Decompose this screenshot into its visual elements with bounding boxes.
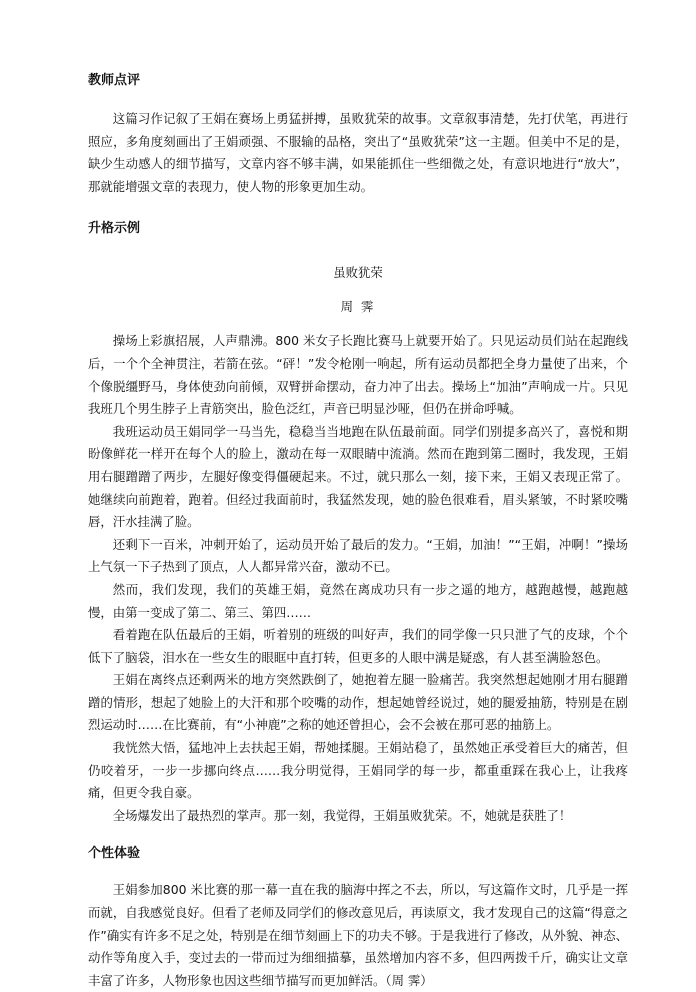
section-heading-review: 教师点评 xyxy=(88,73,141,88)
essay-body xyxy=(88,330,628,827)
essay-paragraph: 操场上彩旗招展，人声鼎沸。800 米女子长跑比赛马上就要开始了。只见运动员们站在起跑线后，一个个全神贯注，若箭在弦。“砰！”发令枪刚一响起，所有运动员都把全身力量使了出来，个个像脱缰野马，身体使劲向前倾，双臂拼命摆动，奋力冲了出去。操场上“加油”声响成一片。只见我班几个男生脖子上青筋突出，脸色泛红，声音已明显沙哑，但仍在拼命呼喊。 xyxy=(88,333,628,417)
essay-paragraph: 看着跑在队伍最后的王娟，听着别的班级的叫好声，我们的同学像一只只泄了气的皮球，个个低下了脑袋，泪水在一些女生的眼眶中直打转，但更多的人眼中满是疑惑，有人甚至满脸怒色。 xyxy=(88,627,628,665)
essay-title: 虽败犹荣 xyxy=(333,265,383,281)
essay-paragraph: 全场爆发出了最热烈的掌声。那一刻，我觉得，王娟虽败犹荣。不，她就是获胜了！ xyxy=(112,807,572,823)
reflection-paragraph: 王娟参加800 米比赛的那一幕一直在我的脑海中挥之不去，所以，写这篇作文时，几乎是一挥而就，自我感觉良好。但看了老师及同学们的修改意见后，再读原文，我才发现自己的这篇“得意之作”确实有许多不足之处，特别是在细节刻画上下的功夫不够。于是我进行了修改，从外貌、神态、动作等角度入手，变过去的一带而过为细细描摹，虽然增加内容不多，但四两拨千斤，确实让文章丰富了许多，人物形象也因这些细节描写而更加鲜活。（周 霁） xyxy=(88,882,628,988)
essay-paragraph: 然而，我们发现，我们的英雄王娟，竟然在离成功只有一步之遥的地方，越跑越慢，越跑越慢，由第一变成了第二、第三、第四…… xyxy=(88,581,628,620)
section-heading-reflection: 个性体验 xyxy=(88,846,141,862)
essay-paragraph: 我恍然大悟，猛地冲上去扶起王娟，帮她揉腿。王娟站稳了，虽然她正承受着巨大的痛苦，但仍咬着牙，一步一步挪向终点……我分明觉得，王娟同学的每一步，都重重踩在我心上，让我疼痛，但更令我自豪。 xyxy=(88,740,628,801)
essay-author: 周 霁 xyxy=(340,299,376,315)
document-page xyxy=(88,72,628,992)
essay-paragraph: 还剩下一百米，冲刺开始了，运动员开始了最后的发力。“王娟，加油！”“王娟，冲啊！”操场上气氛一下子热到了顶点，人人都异常兴奋，激动不已。 xyxy=(88,536,628,575)
essay-paragraph: 我班运动员王娟同学一马当先，稳稳当当地跑在队伍最前面。同学们别提多高兴了，喜悦和期盼像鲜花一样开在每个人的脸上，激动在每一双眼睛中流淌。然而在跑到第二圈时，我发现，王娟用右腿蹭蹭了两步，左腿好像变得僵硬起来。不过，就只那么一刻，接下来，王娟又表现正常了。她继续向前跑着，跑着。但经过我面前时，我猛然发现，她的脸色很难看，眉头紧皱，不时紧咬嘴唇，汗水挂满了脸。 xyxy=(88,423,628,530)
review-paragraph: 这篇习作记叙了王娟在赛场上勇猛拼搏，虽败犹荣的故事。文章叙事清楚，先打伏笔，再进行照应，多角度刻画出了王娟顽强、不服输的品格，突出了“虽败犹荣”这一主题。但美中不足的是，缺少生动感人的细节描写，文章内容不够丰满，如果能抓住一些细微之处，有意识地进行“放大”，那就能增强文章的表现力，使人物的形象更加生动。 xyxy=(88,111,628,194)
section-heading-example: 升格示例 xyxy=(88,221,141,237)
essay-paragraph: 王娟在离终点还剩两米的地方突然跌倒了，她抱着左腿一脸痛苦。我突然想起她刚才用右腿蹭蹭的情形，想起了她脸上的大汗和那个咬嘴的动作，想起她曾经说过，她的腿爱抽筋，特别是在剧烈运动时……在比赛前，有“小神鹿”之称的她还曾担心，会不会被在那可恶的抽筋上。 xyxy=(88,672,628,733)
